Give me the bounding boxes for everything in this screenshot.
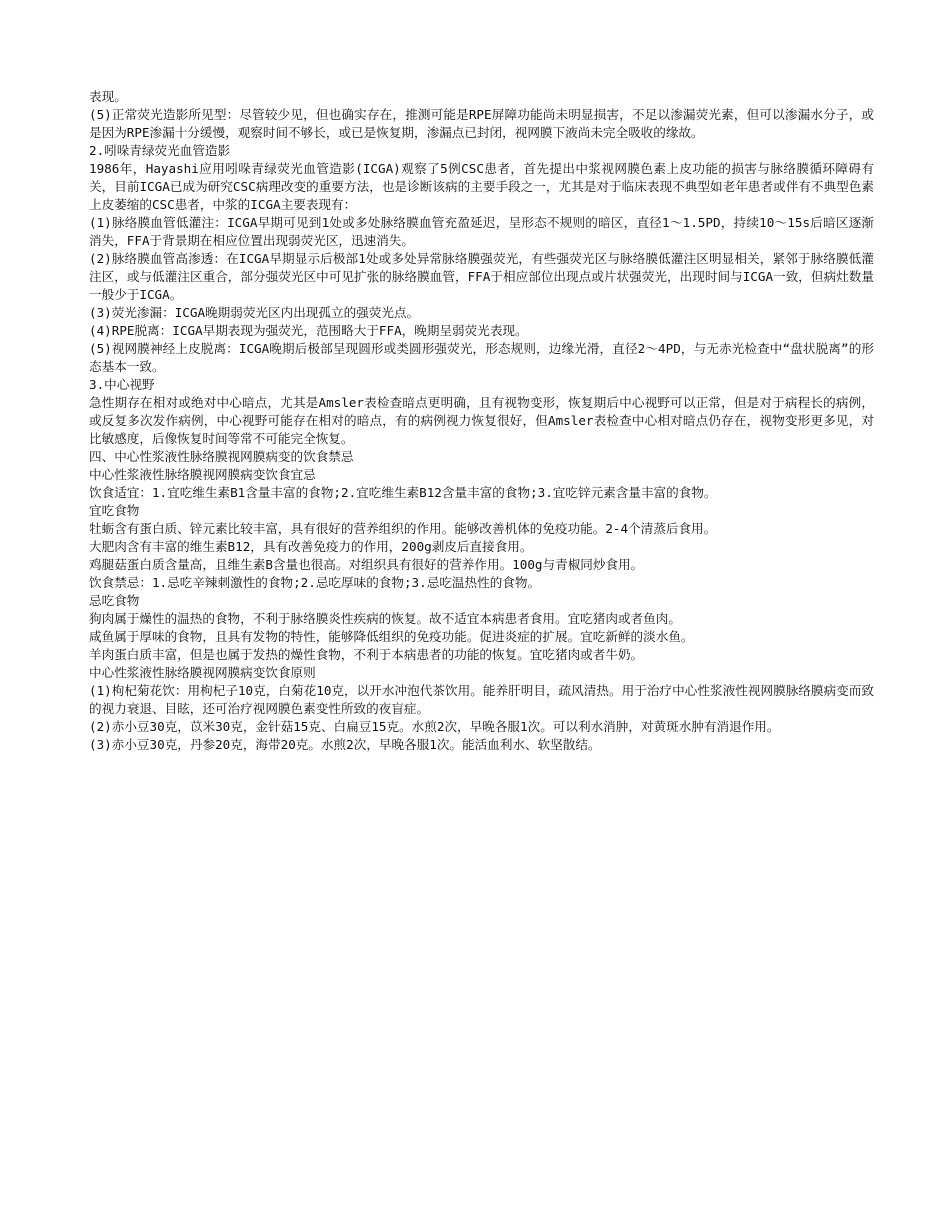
document-body <box>89 88 874 754</box>
paragraph: (3)赤小豆30克，丹参20克，海带20克。水煎2次，早晚各服1次。能活血利水、软坚散结。 <box>89 737 601 752</box>
paragraph: 1986年，Hayashi应用吲哚青绿荧光血管造影(ICGA)观察了5例CSC患者，首先提出中浆视网膜色素上皮功能的损害与脉络膜循环障碍有关，目前ICGA已成为研究CSC病理改变的重要方法，也是诊断该病的主要手段之一，尤其是对于临床表现不典型如老年患者或伴有不典型色素上皮萎缩的CSC患者，中浆的ICGA主要表现有： <box>89 161 874 212</box>
paragraph: (2)赤小豆30克，苡米30克，金针菇15克、白扁豆15克。水煎2次，早晚各服1次。可以利水消肿，对黄斑水肿有消退作用。 <box>89 719 780 734</box>
paragraph: 饮食禁忌：1.忌吃辛辣刺激性的食物;2.忌吃厚味的食物;3.忌吃温热性的食物。 <box>89 575 541 590</box>
paragraph: 鸡腿菇蛋白质含量高，且维生素B含量也很高。对组织具有很好的营养作用。100g与青椒同炒食用。 <box>89 557 644 572</box>
subsection-heading: 忌吃食物 <box>89 593 140 608</box>
section-heading: 四、中心性浆液性脉络膜视网膜病变的饮食禁忌 <box>89 449 354 464</box>
section-heading: 3.中心视野 <box>89 377 155 392</box>
paragraph: 羊肉蛋白质丰富，但是也属于发热的燥性食物，不利于本病患者的功能的恢复。宜吃猪肉或者牛奶。 <box>89 647 644 662</box>
paragraph: (5)视网膜神经上皮脱离：ICGA晚期后极部呈现圆形或类圆形强荧光，形态规则，边缘光滑，直径2～4PD，与无赤光检查中“盘状脱离”的形态基本一致。 <box>89 341 874 374</box>
paragraph: 狗肉属于燥性的温热的食物，不利于脉络膜炎性疾病的恢复。故不适宜本病患者食用。宜吃猪肉或者鱼肉。 <box>89 611 681 626</box>
paragraph: (3)荧光渗漏：ICGA晚期弱荧光区内出现孤立的强荧光点。 <box>89 305 420 320</box>
paragraph: (4)RPE脱离：ICGA早期表现为强荧光，范围略大于FFA，晚期呈弱荧光表现。 <box>89 323 528 338</box>
paragraph: 大肥肉含有丰富的维生素B12，具有改善免疫力的作用，200g剥皮后直接食用。 <box>89 539 533 554</box>
paragraph: (5)正常荧光造影所见型：尽管较少见，但也确实存在，推测可能是RPE屏障功能尚未明显损害，不足以渗漏荧光素，但可以渗漏水分子，或是因为RPE渗漏十分缓慢，观察时间不够长，或已是恢复期，渗漏点已封闭，视网膜下液尚未完全吸收的缘故。 <box>89 107 874 140</box>
paragraph: 表现。 <box>89 89 127 104</box>
section-heading: 2.吲哚青绿荧光血管造影 <box>89 143 231 158</box>
paragraph: 急性期存在相对或绝对中心暗点，尤其是Amsler表检查暗点更明确，且有视物变形，恢复期后中心视野可以正常，但是对于病程长的病例，或反复多次发作病例，中心视野可能存在相对的暗点，有的病例视力恢复很好，但Amsler表检查中心相对暗点仍存在，视物变形更多见，对比敏感度，后像恢复时间等常不可能完全恢复。 <box>89 395 874 446</box>
paragraph: (1)枸杞菊花饮：用枸杞子10克，白菊花10克，以开水冲泡代茶饮用。能养肝明目，疏风清热。用于治疗中心性浆液性视网膜脉络膜病变而致的视力衰退、目眩，还可治疗视网膜色素变性所致的夜盲症。 <box>89 683 874 716</box>
paragraph: (2)脉络膜血管高渗透：在ICGA早期显示后极部1处或多处异常脉络膜强荧光，有些强荧光区与脉络膜低灌注区明显相关，紧邻于脉络膜低灌注区，或与低灌注区重合，部分强荧光区中可见扩张的脉络膜血管，FFA于相应部位出现点或片状强荧光，出现时间与ICGA一致，但病灶数量一般少于ICGA。 <box>89 251 874 302</box>
subsection-heading: 中心性浆液性脉络膜视网膜病变饮食宜忌 <box>89 467 316 482</box>
paragraph: 咸鱼属于厚味的食物，且具有发物的特性，能够降低组织的免疫功能。促进炎症的扩展。宜吃新鲜的淡水鱼。 <box>89 629 694 644</box>
paragraph: (1)脉络膜血管低灌注：ICGA早期可见到1处或多处脉络膜血管充盈延迟，呈形态不规则的暗区，直径1～1.5PD，持续10～15s后暗区逐渐消失，FFA于背景期在相应位置出现弱荧光区，迅速消失。 <box>89 215 874 248</box>
subsection-heading: 宜吃食物 <box>89 503 140 518</box>
paragraph: 饮食适宜：1.宜吃维生素B1含量丰富的食物;2.宜吃维生素B12含量丰富的食物;3.宜吃锌元素含量丰富的食物。 <box>89 485 717 500</box>
paragraph: 牡蛎含有蛋白质、锌元素比较丰富，具有很好的营养组织的作用。能够改善机体的免疫功能。2-4个清蒸后食用。 <box>89 521 717 536</box>
subsection-heading: 中心性浆液性脉络膜视网膜病变饮食原则 <box>89 665 316 680</box>
